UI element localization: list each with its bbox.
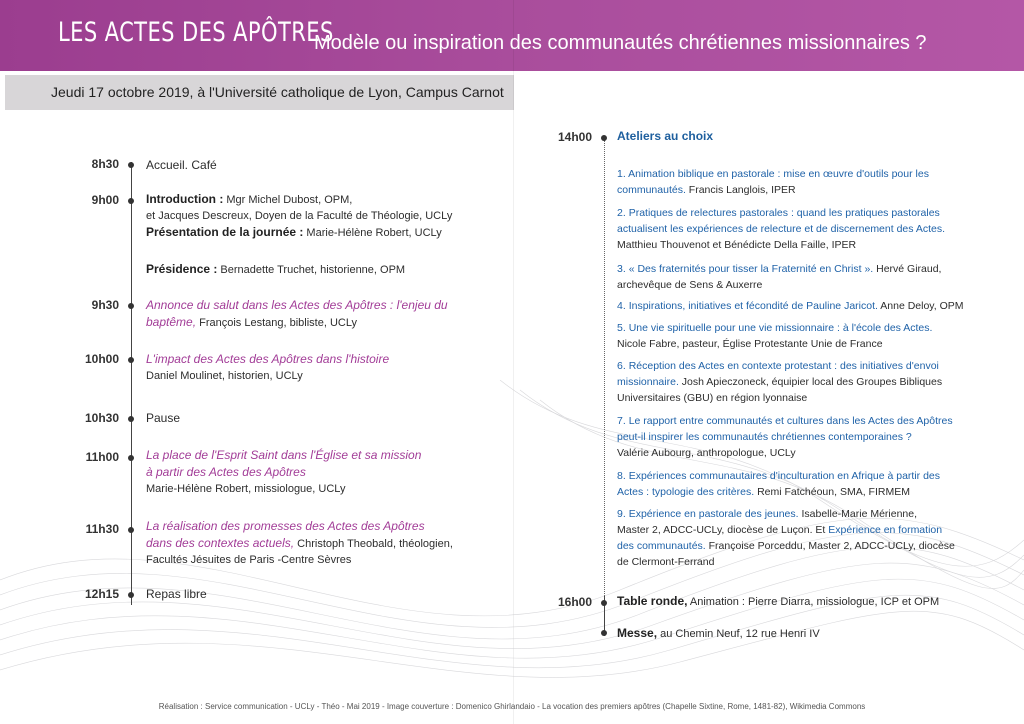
talk-title: La place de l'Esprit Saint dans l'Église et sa mission [146,448,422,462]
entry-text: Marie-Hélène Robert, missiologue, UCLy [146,483,346,495]
time-label: 9h30 [91,298,119,312]
atelier-number: 2. [617,207,626,219]
atelier-number: 4. [617,300,626,312]
atelier-title: Pratiques de relectures pastorales : quand les pratiques pastorales [628,207,940,219]
entry-text: et Jacques Descreux, Doyen de la Faculté de Théologie, UCLy [146,210,453,222]
atelier-speaker: Universitaires (GBU) en région lyonnaise [617,392,808,404]
timeline-dot [601,135,607,141]
atelier-title: missionnaire. [617,376,679,388]
talk-title: dans des contextes actuels, [146,536,295,550]
atelier-speaker: Josh Apieczoneck, équipier local des Groupes Bibliques [678,376,943,388]
atelier-item [617,166,987,198]
page-title: LES ACTES DES APÔTRES [58,17,334,48]
entry-text: Pause [146,411,181,425]
entry-label: Table ronde, [617,594,688,608]
talk-title: baptême, [146,315,197,329]
schedule-entry [146,518,453,568]
time-label: 10h30 [84,411,119,425]
atelier-number: 6. [617,360,626,372]
timeline-dot [128,455,134,461]
entry-label: Présentation de la journée : [146,225,304,239]
timeline-dot [128,303,134,309]
entry-text: Bernadette Truchet, historienne, OPM [217,264,406,276]
atelier-title: « Des fraternités pour tisser la Fraternité en Christ ». [628,263,874,275]
atelier-item [617,261,987,293]
time-label: 9h00 [91,193,119,207]
schedule-entry [146,297,448,331]
timeline-dot [128,357,134,363]
schedule-entry [146,351,389,384]
timeline-dot [128,527,134,533]
atelier-item [617,205,987,253]
entry-text: Facultés Jésuites de Paris -Centre Sèvres [146,554,352,566]
entry-text: François Lestang, bibliste, UCLy [196,317,358,329]
schedule-entry [146,261,405,278]
time-label: 11h30 [85,522,119,536]
atelier-speaker: Hervé Giraud, [873,263,942,275]
timeline-dot [128,162,134,168]
page-subtitle: Modèle ou inspiration des communautés chrétiennes missionnaires ? [314,32,927,54]
atelier-title: actualisent les expériences de relecture et de discernement des Actes. [617,223,946,235]
atelier-number: 5. [617,322,626,334]
atelier-title: Une vie spirituelle pour une vie missionnaire : à l'école des Actes. [628,322,933,334]
talk-title: à partir des Actes des Apôtres [146,465,306,479]
atelier-number: 3. [617,263,626,275]
entry-label: Présidence : [146,262,218,276]
atelier-title: Expérience en pastorale des jeunes. [628,508,799,520]
timeline-dot [128,416,134,422]
atelier-title: communautés. [617,184,686,196]
entry-label: Introduction : [146,192,224,206]
header-banner [0,0,1024,71]
time-label: 14h00 [557,130,592,144]
entry-text: Animation : Pierre Diarra, missiologue, ICP et OPM [687,596,940,608]
atelier-title: Expérience en formation [828,524,943,536]
timeline-dot [601,600,607,606]
atelier-number: 9. [617,508,626,520]
atelier-title: des communautés. [617,540,706,552]
schedule-entry [146,191,452,241]
time-label: 12h15 [84,587,119,601]
schedule-entry [617,593,939,610]
entry-text: Marie-Hélène Robert, UCLy [303,227,442,239]
entry-text: Daniel Moulinet, historien, UCLy [146,370,303,382]
atelier-title: Le rapport entre communautés et cultures dans les Actes des Apôtres [628,415,953,427]
left-timeline [131,162,132,605]
entry-text: Accueil. Café [146,158,217,172]
timeline-dot [601,630,607,636]
atelier-item [617,468,987,500]
atelier-title: Actes : typologie des critères. [617,486,755,498]
atelier-speaker: Matthieu Thouvenot et Bénédicte Della Faille, IPER [617,239,857,251]
atelier-speaker: Valérie Aubourg, anthropologue, UCLy [617,447,796,459]
atelier-speaker: Isabelle-Marie Mérienne, [798,508,918,520]
schedule-entry [146,447,421,497]
date-bar [5,75,514,110]
schedule-entry [146,410,180,426]
talk-title: La réalisation des promesses des Actes des Apôtres [146,519,425,533]
atelier-speaker: Remi Fatchéoun, SMA, FIRMEM [754,486,910,498]
talk-title: L'impact des Actes des Apôtres dans l'histoire [146,352,390,366]
schedule-entry [146,157,217,173]
timeline-dot [128,198,134,204]
credits-footer: Réalisation : Service communication - UCLy - Théo - Mai 2019 - Image couverture : Domenico Ghirlandaio - La vocation des premiers apôtres (Chapelle Sixtine, Rome, 1481-82), Wikimedia Commons [158,702,866,711]
atelier-title: Expériences communautaires d'inculturation en Afrique à partir des [628,470,941,482]
date-location: Jeudi 17 octobre 2019, à l'Université catholique de Lyon, Campus Carnot [51,84,504,100]
entry-text: Christoph Theobald, théologien, [294,538,453,550]
schedule-entry [146,586,207,602]
atelier-item [617,298,987,314]
schedule-entry [617,625,820,642]
atelier-title: Inspirations, initiatives et fécondité de Pauline Jaricot. [628,300,878,312]
ateliers-title: Ateliers au choix [617,129,714,143]
entry-text: Repas libre [146,587,207,601]
time-label: 16h00 [557,595,592,609]
atelier-speaker: Nicole Fabre, pasteur, Église Protestante Unie de France [617,338,883,350]
atelier-speaker: Francis Langlois, IPER [685,184,796,196]
atelier-number: 7. [617,415,626,427]
atelier-number: 1. [617,168,626,180]
entry-label: Messe, [617,626,658,640]
talk-title: Annonce du salut dans les Actes des Apôtres : l'enjeu du [146,298,448,312]
time-label: 11h00 [85,450,119,464]
atelier-title: peut-il inspirer les communautés chrétiennes contemporaines ? [617,431,912,443]
atelier-speaker: Françoise Porceddu, Master 2, ADCC-UCLy, diocèse [705,540,955,552]
atelier-item [617,358,987,406]
atelier-speaker: de Clermont-Ferrand [617,556,715,568]
atelier-speaker: archevêque de Sens & Auxerre [617,279,763,291]
time-label: 10h00 [84,352,119,366]
right-timeline [604,140,605,596]
atelier-speaker: Anne Deloy, OPM [877,300,964,312]
entry-text: au Chemin Neuf, 12 rue Henri IV [657,628,820,640]
atelier-number: 8. [617,470,626,482]
atelier-speaker: Master 2, ADCC-UCLy, diocèse de Luçon. Et [617,524,829,536]
atelier-item [617,320,987,352]
atelier-item [617,413,987,461]
time-label: 8h30 [91,157,119,171]
atelier-title: Animation biblique en pastorale : mise en œuvre d'outils pour les [628,168,929,180]
atelier-item [617,506,987,570]
timeline-dot [128,592,134,598]
entry-text: Mgr Michel Dubost, OPM, [223,194,353,206]
atelier-title: Réception des Actes en contexte protestant : des initiatives d'envoi [628,360,939,372]
